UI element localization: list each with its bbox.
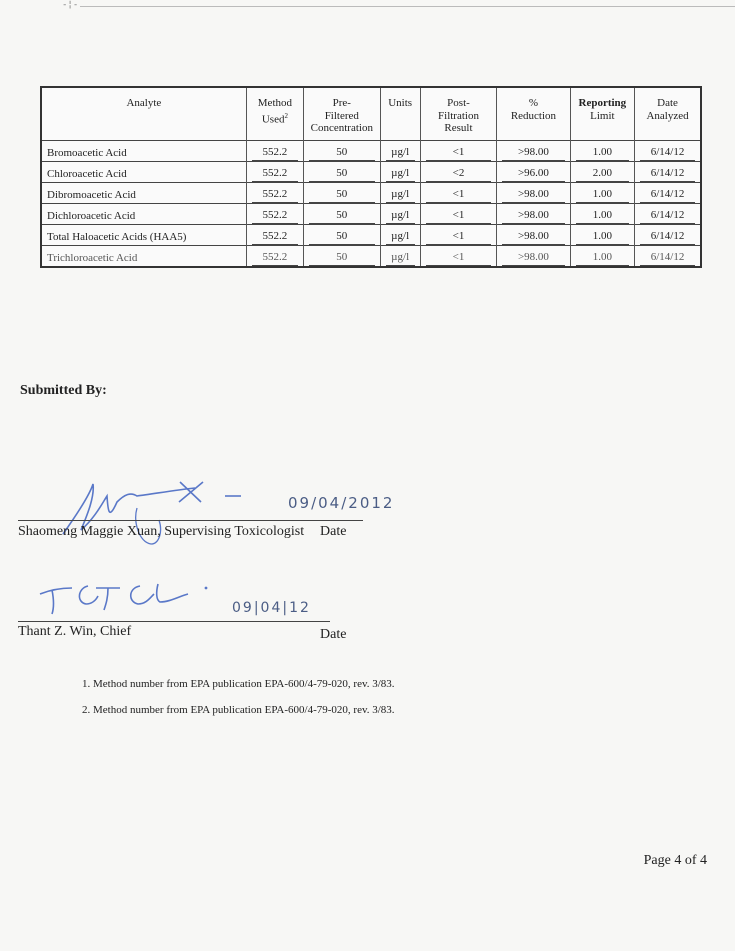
cell-limit [570,225,634,246]
cell-method [246,225,303,246]
cell-post-value: <1 [426,209,491,224]
signature-2-line [18,621,330,622]
cell-reduction [497,246,570,267]
cell-limit-value: 1.00 [576,251,629,266]
signature-1-date-label: Date [320,524,347,539]
cell-post-value: <1 [426,146,491,161]
signature-2-name-title: Thant Z. Win, Chief [18,624,132,639]
cell-post [420,183,496,204]
cell-limit-value: 1.00 [576,146,629,161]
cell-reduction [497,141,570,162]
cell-post [420,246,496,267]
header-units: Units [380,88,420,141]
header-analyte: Analyte [126,97,162,109]
footnote-2: 2. Method number from EPA publication EPA-600/4-79-020, rev. 3/83. [82,704,395,716]
header-method: Method Used$^2$ [246,88,303,141]
cell-units-value: µg/l [386,251,415,266]
cell-method-value: 552.2 [252,188,298,203]
cell-date-value: 6/14/12 [640,230,695,245]
cell-reduction-value: >96.00 [502,167,564,182]
results-table-grid [42,88,700,266]
cell-units [380,141,420,162]
cell-pre-value: 50 [309,146,374,161]
cell-method [246,183,303,204]
cell-analyte-value: Trichloroacetic Acid [47,252,138,264]
cell-method [246,141,303,162]
cell-date-value: 6/14/12 [640,167,695,182]
cell-reduction [497,162,570,183]
cell-analyte [42,162,246,183]
cell-method-value: 552.2 [252,146,298,161]
cell-post-value: <1 [426,230,491,245]
cell-limit [570,162,634,183]
cell-pre [304,246,380,267]
cell-analyte-value: Dichloroacetic Acid [47,210,136,222]
cell-units-value: µg/l [386,146,415,161]
table-header-row [42,88,700,141]
cell-date-value: 6/14/12 [640,251,695,266]
cell-method [246,162,303,183]
table-row [42,183,700,204]
cell-limit-value: 1.00 [576,188,629,203]
cell-limit-value: 1.00 [576,230,629,245]
cell-analyte [42,183,246,204]
cell-method-value: 552.2 [252,251,298,266]
submitted-by-label: Submitted By: [20,383,107,398]
signature-2-image [30,572,220,617]
signature-1-name-title: Shaomeng Maggie Xuan, Supervising Toxicologist [18,524,305,539]
cell-limit [570,246,634,267]
cell-date-value: 6/14/12 [640,188,695,203]
cell-units [380,246,420,267]
cell-post [420,141,496,162]
cell-reduction [497,225,570,246]
header-date-analyzed: Date Analyzed [635,88,700,141]
cell-method-value: 552.2 [252,167,298,182]
cell-date [635,183,700,204]
cell-date [635,246,700,267]
cell-date [635,204,700,225]
signature-2-date-label: Date [320,627,347,642]
cell-pre-value: 50 [309,209,374,224]
cell-method-value: 552.2 [252,209,298,224]
cell-pre-value: 50 [309,188,374,203]
cell-units-value: µg/l [386,209,415,224]
cell-method-value: 552.2 [252,230,298,245]
cell-pre-value: 50 [309,251,374,266]
cell-units-value: µg/l [386,230,415,245]
cell-units [380,183,420,204]
cell-analyte-value: Total Haloacetic Acids (HAA5) [47,231,187,243]
cell-analyte [42,225,246,246]
cell-method [246,204,303,225]
cell-analyte-value: Bromoacetic Acid [47,147,127,159]
cell-reduction [497,183,570,204]
cell-pre [304,183,380,204]
cell-pre-value: 50 [309,167,374,182]
cell-units [380,162,420,183]
cell-reduction-value: >98.00 [502,230,564,245]
cell-date-value: 6/14/12 [640,146,695,161]
cell-analyte-value: Chloroacetic Acid [47,168,127,180]
table-row [42,162,700,183]
scan-top-rule [80,6,735,7]
cell-analyte [42,204,246,225]
cell-analyte [42,141,246,162]
cell-units [380,204,420,225]
header-reporting-limit: Reporting Limit [570,88,634,141]
cell-reduction-value: >98.00 [502,146,564,161]
cell-units [380,225,420,246]
signature-1-handwritten-date: 09/04/2012 [288,494,395,512]
cell-limit-value: 2.00 [576,167,629,182]
cell-date [635,162,700,183]
cell-post [420,204,496,225]
cell-date-value: 6/14/12 [640,209,695,224]
table-row [42,225,700,246]
results-table [40,86,702,268]
cell-limit [570,141,634,162]
cell-pre [304,204,380,225]
cell-analyte-value: Dibromoacetic Acid [47,189,136,201]
table-row [42,204,700,225]
cell-pre [304,141,380,162]
cell-post [420,225,496,246]
cell-units-value: µg/l [386,188,415,203]
cell-post [420,162,496,183]
cell-reduction-value: >98.00 [502,251,564,266]
cell-post-value: <1 [426,251,491,266]
cell-units-value: µg/l [386,167,415,182]
page-number: Page 4 of 4 [643,853,707,868]
cell-date [635,225,700,246]
table-row [42,246,700,267]
cell-pre [304,162,380,183]
cell-reduction-value: >98.00 [502,188,564,203]
header-post-filtration: Post- Filtration Result [420,88,496,141]
header-reduction: % Reduction [497,88,570,141]
cell-limit-value: 1.00 [576,209,629,224]
cell-post-value: <1 [426,188,491,203]
cell-limit [570,204,634,225]
cell-pre-value: 50 [309,230,374,245]
scan-corner-mark: -¦- [62,0,79,10]
cell-pre [304,225,380,246]
cell-date [635,141,700,162]
signature-1-line [18,520,363,521]
cell-reduction-value: >98.00 [502,209,564,224]
header-pre-filtered: Pre- Filtered Concentration [304,88,380,141]
footnote-1: 1. Method number from EPA publication EPA-600/4-79-020, rev. 3/83. [82,678,395,690]
cell-reduction [497,204,570,225]
cell-analyte [42,246,246,267]
signature-2-handwritten-date: 09|04|12 [232,600,311,616]
cell-method [246,246,303,267]
table-row [42,141,700,162]
cell-post-value: <2 [426,167,491,182]
cell-limit [570,183,634,204]
